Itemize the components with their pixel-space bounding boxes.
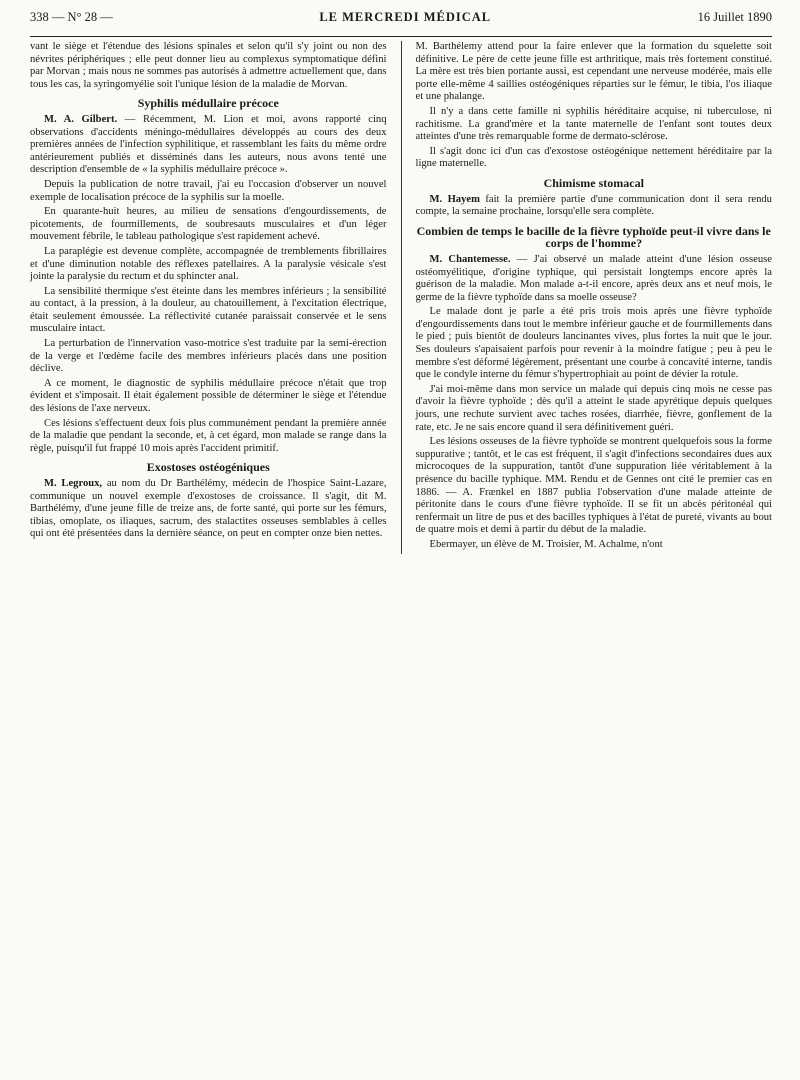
paragraph: La paraplégie est devenue complète, accompagnée de tremblements fibrillaires et d'une diminution notable des réflexes patellaires. A la paralysie vésicale s'est jointe la paralysie du rectum et du sphincter anal. xyxy=(30,245,387,283)
paragraph: La perturbation de l'innervation vaso-motrice s'est traduite par la semi-érection de la verge et l'œdème facile des membres inférieurs placés dans une position déclive. xyxy=(30,338,387,375)
page-number: 338 — N° 28 — xyxy=(30,10,113,24)
column-divider xyxy=(401,41,402,554)
paragraph: Il s'agit donc ici d'un cas d'exostose ostéogénique nettement héréditaire par la ligne maternelle. xyxy=(415,145,772,170)
section-heading: Combien de temps le bacille de la fièvre typhoïde peut-il vivre dans le corps de l'homme? xyxy=(416,223,771,251)
right-column xyxy=(416,41,773,554)
issue-date: 16 Juillet 1890 xyxy=(697,10,772,24)
paragraph: Ebermayer, un élève de M. Troisier, M. Achalme, n'ont xyxy=(429,538,663,550)
section-heading: Exostoses ostéogéniques xyxy=(146,460,270,475)
text-columns xyxy=(30,41,772,554)
speaker-text: au nom du Dr Barthélémy, médecin de l'hospice Saint-Lazare, communique un nouvel exemple d'exostoses de croissance. Il s'agit, dit M. Barthélémy, d'une jeune fille de treize ans, de forte santé, qui porte sur les fémurs, tibias, omoplate, os iliaques, sacrum, des stalactites osseuses semblables à celles qui ont été présentées dans la dernière séance, on peut en compter onze bien nettes. xyxy=(30,478,387,540)
speaker-name: M. A. Gilbert. xyxy=(44,113,118,125)
paragraph: J'ai moi-même dans mon service un malade qui depuis cinq mois ne cesse pas d'avoir la fièvre typhoïde ; dès qu'il a atteint le stade apyrétique depuis quelques jours, une rechute survient avec taches rosées, diarrhée, fièvre, gonflement de la rate, etc. Je ne sais encore quand il sera définitivement guéri. xyxy=(415,383,772,433)
section-heading: Chimisme stomacal xyxy=(543,175,644,190)
speaker-name: M. Hayem xyxy=(429,193,480,205)
paragraph: vant le siège et l'étendue des lésions spinales et selon qu'il s'y joint ou non des névrites périphériques ; elle peut donner lieu au complexus symptomatique défini par Morvan ; mais nous ne sommes pas autorisés à admettre actuellement que, dans tous les cas, la syringomyélie soit l'unique lésion de la maladie de Morvan. xyxy=(30,41,387,90)
paragraph: Depuis la publication de notre travail, j'ai eu l'occasion d'observer un nouvel exemple de localisation précoce de la syphilis sur la moelle. xyxy=(30,178,387,203)
speaker-name: M. Chantemesse. xyxy=(429,253,511,265)
section-heading: Syphilis médullaire précoce xyxy=(137,96,279,111)
paragraph: Ces lésions s'effectuent deux fois plus communément pendant la première année de la maladie que pendant la seconde, et, à cet égard, mon malade se range dans la règle, puisqu'il fut frappé 10 mois après l'accident primitif. xyxy=(30,417,387,454)
page-header xyxy=(30,10,772,37)
left-column xyxy=(30,41,387,554)
paragraph: Le malade dont je parle a été pris trois mois après une fièvre typhoïde d'engourdissements dans tout le membre inférieur gauche et de fourmillements dans le pied ; puis bientôt de douleurs lancinantes vives, plus fortes la nuit que le jour. Ses douleurs s'apaisaient parfois pour revenir à la moindre fatigue ; peu à peu le membre s'est déformé légèrement, présentant une courbe à concavité interne, tandis que le condyle interne du fémur s'hypertrophiait au point de dévier la rotule. xyxy=(415,306,772,381)
paragraph: Les lésions osseuses de la fièvre typhoïde se montrent quelquefois sous la forme suppurative ; tantôt, et le cas est fréquent, il s'agit d'infections secondaires dues aux microcoques de la suppuration, tantôt d'une suppuration liée véritablement à la présence du bacille typhique. MM. Rendu et de Gennes ont cité le premier cas en 1886. — A. Frænkel en 1887 publia l'observation d'une malade atteinte de péritonite dans le cours d'une fièvre typhoïde. Il se fit un abcès péritonéal qui renfermait un litre de pus et des bacilles typhiques à l'état de pureté, vivants au bout de quatre mois et demi à partir du début de la maladie. xyxy=(415,436,772,536)
paragraph xyxy=(30,114,387,177)
paragraph: Il n'y a dans cette famille ni syphilis héréditaire acquise, ni tuberculose, ni rachitisme. La grand'mère et la tante maternelle de l'enfant sont toutes deux atteintes d'une très remarquable forme de dermato-sclérose. xyxy=(415,105,772,143)
speaker-text: fait la première partie d'une communication dont il sera rendu compte, la semaine prochaine, lorsqu'elle sera complète. xyxy=(415,193,772,218)
paragraph xyxy=(416,254,773,304)
speaker-name: M. Legroux, xyxy=(44,478,103,489)
speaker-text: — J'ai observé un malade atteint d'une lésion osseuse ostéomyélitique, d'origine typhique, qui persistait longtemps encore après la guérison de la maladie. Mon malade a-t-il encore, après deux ans et neuf mois, le germe de la fièvre typhoïde dans sa moelle osseuse? xyxy=(415,253,772,303)
paragraph xyxy=(30,478,387,541)
paragraph: M. Barthélemy attend pour la faire enlever que la formation du squelette soit définitive. Le père de cette jeune fille est arthritique, mais très fortement constitué. La mère est très bien portante aussi, est cependant une nerveuse modérée, mais elle porte elle-même 4 saillies ostéogéniques réparties sur le fémur, le tibia, l'os iliaque et une phalange. xyxy=(415,41,772,103)
paragraph: La sensibilité thermique s'est éteinte dans les membres inférieurs ; la sensibilité au contact, à la pression, à la douleur, au chatouillement, à l'excitation électrique, était seulement émoussée. La réflectivité cutanée paraissait conservée et le sens musculaire intact. xyxy=(30,285,387,335)
speaker-text: — Récemment, M. Lion et moi, avons rapporté cinq observations d'accidents méningo-médullaires développés au cours des deux premières années de l'infection syphilitique, et rassemblant les faits du même ordre antérieurement publiés et disséminés dans les auteurs, nous avons tenté une description d'ensemble de « la syphilis médullaire précoce ». xyxy=(30,113,387,176)
paragraph: En quarante-huit heures, au milieu de sensations d'engourdissements, de picotements, de fourmillements, de soubresauts musculaires et d'un léger mouvement fébrile, le tableau pathologique s'est rapidement achevé. xyxy=(30,206,387,243)
paragraph: A ce moment, le diagnostic de syphilis médullaire précoce n'était que trop évident et s'imposait. Il était également possible de déterminer le siège et l'étendue des lésions de l'axe nerveux. xyxy=(30,377,387,415)
journal-title: LE MERCREDI MÉDICAL xyxy=(319,10,492,24)
paragraph xyxy=(416,194,773,219)
